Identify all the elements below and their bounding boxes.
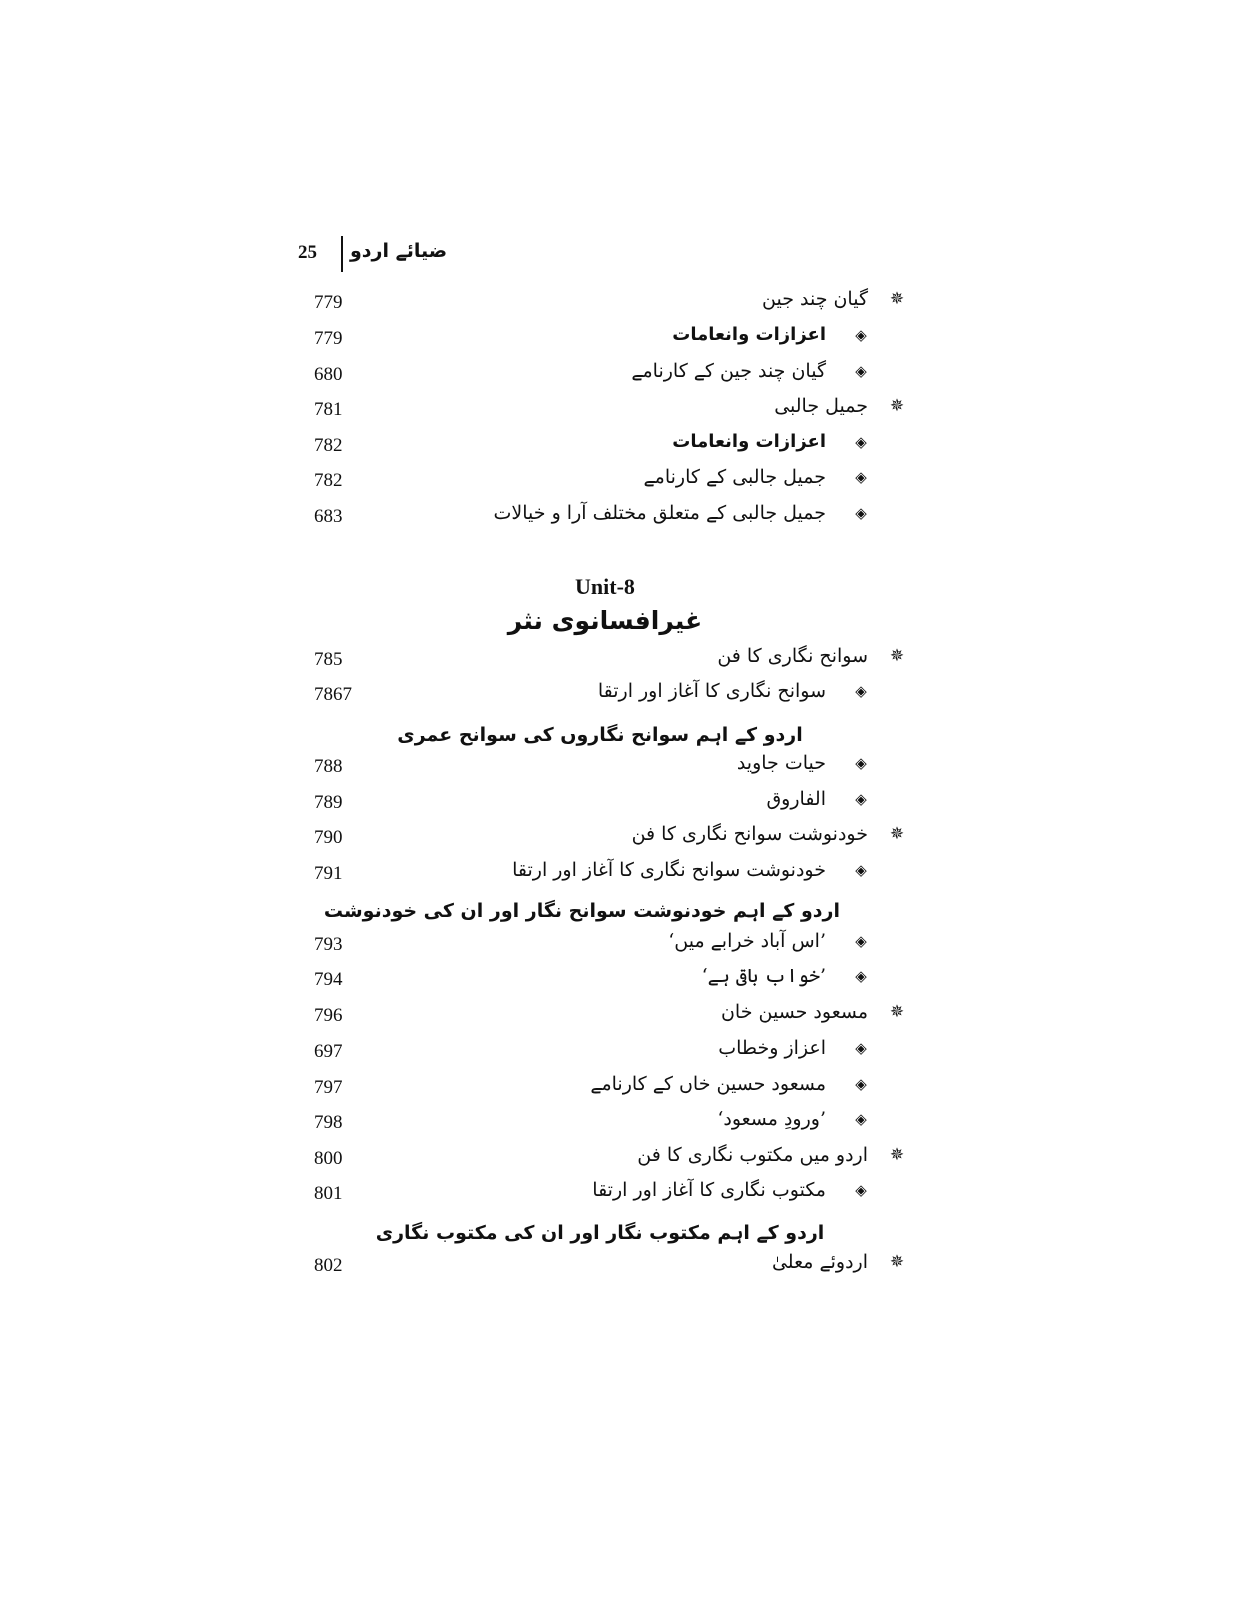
toc-entry [300,1249,912,1285]
toc-subentry [300,464,912,500]
star-bullet-icon: ✵ [889,824,905,844]
toc-entry-title: جمیل جالبی کے کارنامے [643,466,826,488]
toc-subentry [300,500,912,536]
toc-page-number: 789 [314,792,343,813]
toc-subentry [300,750,912,786]
star-bullet-icon: ✵ [889,289,905,309]
toc-entry-title: اردوئے معلیٰ [771,1251,868,1273]
diamond-bullet-icon: ◈ [855,1110,867,1128]
toc-page-number: 785 [314,649,343,670]
toc-subentry [300,322,912,358]
toc-entry [300,393,912,429]
diamond-bullet-icon: ◈ [855,326,867,344]
toc-page-number: 779 [314,292,343,313]
toc-entry-title: گیان چند جین کے کارنامے [631,360,826,382]
toc-entry-title: سوانح نگاری کا آغاز اور ارتقا [597,680,826,702]
toc-subentry [300,1177,912,1213]
toc-page-number: 782 [314,435,343,456]
toc-page-number: 791 [314,863,343,884]
toc-entry-title: ’ورودِ مسعود‘ [717,1108,826,1130]
toc-subentry [300,928,912,964]
toc-page-number: 802 [314,1255,343,1276]
toc-entry-title: جمیل جالبی [774,395,868,417]
star-bullet-icon: ✵ [889,646,905,666]
diamond-bullet-icon: ◈ [855,362,867,380]
toc-subentry [300,1035,912,1071]
diamond-bullet-icon: ◈ [855,1039,867,1057]
toc-page-number: 798 [314,1112,343,1133]
toc-page-number: 801 [314,1183,343,1204]
toc-entry-title: سوانح نگاری کا فن [717,645,868,667]
toc-entry-title: ’خواب باقی ہے‘ [701,965,826,987]
toc-entry-title: اعزاز وخطاب [718,1037,826,1059]
toc-page-number: 781 [314,399,343,420]
toc-entry [300,286,912,322]
toc-subentry [300,857,912,893]
toc-entry [300,821,912,857]
toc-page-number: 697 [314,1041,343,1062]
toc-page-number: 788 [314,756,343,777]
diamond-bullet-icon: ◈ [855,433,867,451]
toc-entry-title: گیان چند جین [762,288,868,310]
toc-subentry [300,786,912,822]
toc-entry-title: مسعود حسین خان [720,1001,868,1023]
toc-page-number: 800 [314,1148,343,1169]
unit-label: Unit-8 [575,574,635,599]
toc-subentry [300,429,912,465]
toc-entry-title: الفاروق [766,788,826,810]
toc-subentry [300,1106,912,1142]
diamond-bullet-icon: ◈ [855,1075,867,1093]
unit-title: غیرافسانوی نثر [507,606,703,635]
star-bullet-icon: ✵ [889,1252,905,1272]
toc-entry-title: اعزازات وانعامات [672,431,826,452]
toc-entry-title: جمیل جالبی کے متعلق مختلف آرا و خیالات [493,502,826,524]
toc-page-number: 794 [314,969,343,990]
diamond-bullet-icon: ◈ [855,468,867,486]
toc-page-number: 793 [314,934,343,955]
diamond-bullet-icon: ◈ [855,682,867,700]
toc-subentry [300,678,912,714]
toc-subentry [300,358,912,394]
diamond-bullet-icon: ◈ [855,861,867,879]
book-title: ضیائے اردو [350,240,448,262]
subheading-autobiographies: اردو کے اہم خودنوشت سوانح نگار اور ان کی خودنوشت [323,900,840,922]
diamond-bullet-icon: ◈ [855,790,867,808]
toc-entry [300,999,912,1035]
toc-subentry [300,1071,912,1107]
toc-entry-title: اعزازات وانعامات [672,324,826,345]
toc-page-number: 797 [314,1077,343,1098]
page-number: 25 [298,242,317,263]
toc-page-number: 683 [314,506,343,527]
subheading-letters: اردو کے اہم مکتوب نگار اور ان کی مکتوب نگاری [375,1222,825,1244]
header-divider [341,236,343,272]
toc-page-number: 790 [314,827,343,848]
diamond-bullet-icon: ◈ [855,504,867,522]
toc-page-number: 779 [314,328,343,349]
toc-page-number: 7867 [314,684,352,705]
toc-entry-title: مکتوب نگاری کا آغاز اور ارتقا [592,1179,826,1201]
star-bullet-icon: ✵ [889,1002,905,1022]
diamond-bullet-icon: ◈ [855,754,867,772]
diamond-bullet-icon: ◈ [855,932,867,950]
toc-page-number: 782 [314,470,343,491]
diamond-bullet-icon: ◈ [855,1181,867,1199]
toc-entry-title: خودنوشت سوانح نگاری کا فن [631,823,868,845]
toc-subentry [300,963,912,999]
toc-entry-title: مسعود حسین خاں کے کارنامے [590,1073,826,1095]
toc-entry-title: حیات جاوید [736,752,826,774]
toc-entry-title: ’اس آباد خرابے میں‘ [668,930,826,952]
toc-page-number: 680 [314,364,343,385]
toc-entry [300,643,912,679]
subheading-biographies: اردو کے اہم سوانح نگاروں کی سوانح عمری [397,724,803,746]
toc-entry-title: خودنوشت سوانح نگاری کا آغاز اور ارتقا [512,859,826,881]
star-bullet-icon: ✵ [889,1145,905,1165]
diamond-bullet-icon: ◈ [855,967,867,985]
toc-entry [300,1142,912,1178]
star-bullet-icon: ✵ [889,396,905,416]
toc-page-number: 796 [314,1005,343,1026]
toc-entry-title: اردو میں مکتوب نگاری کا فن [637,1144,868,1166]
